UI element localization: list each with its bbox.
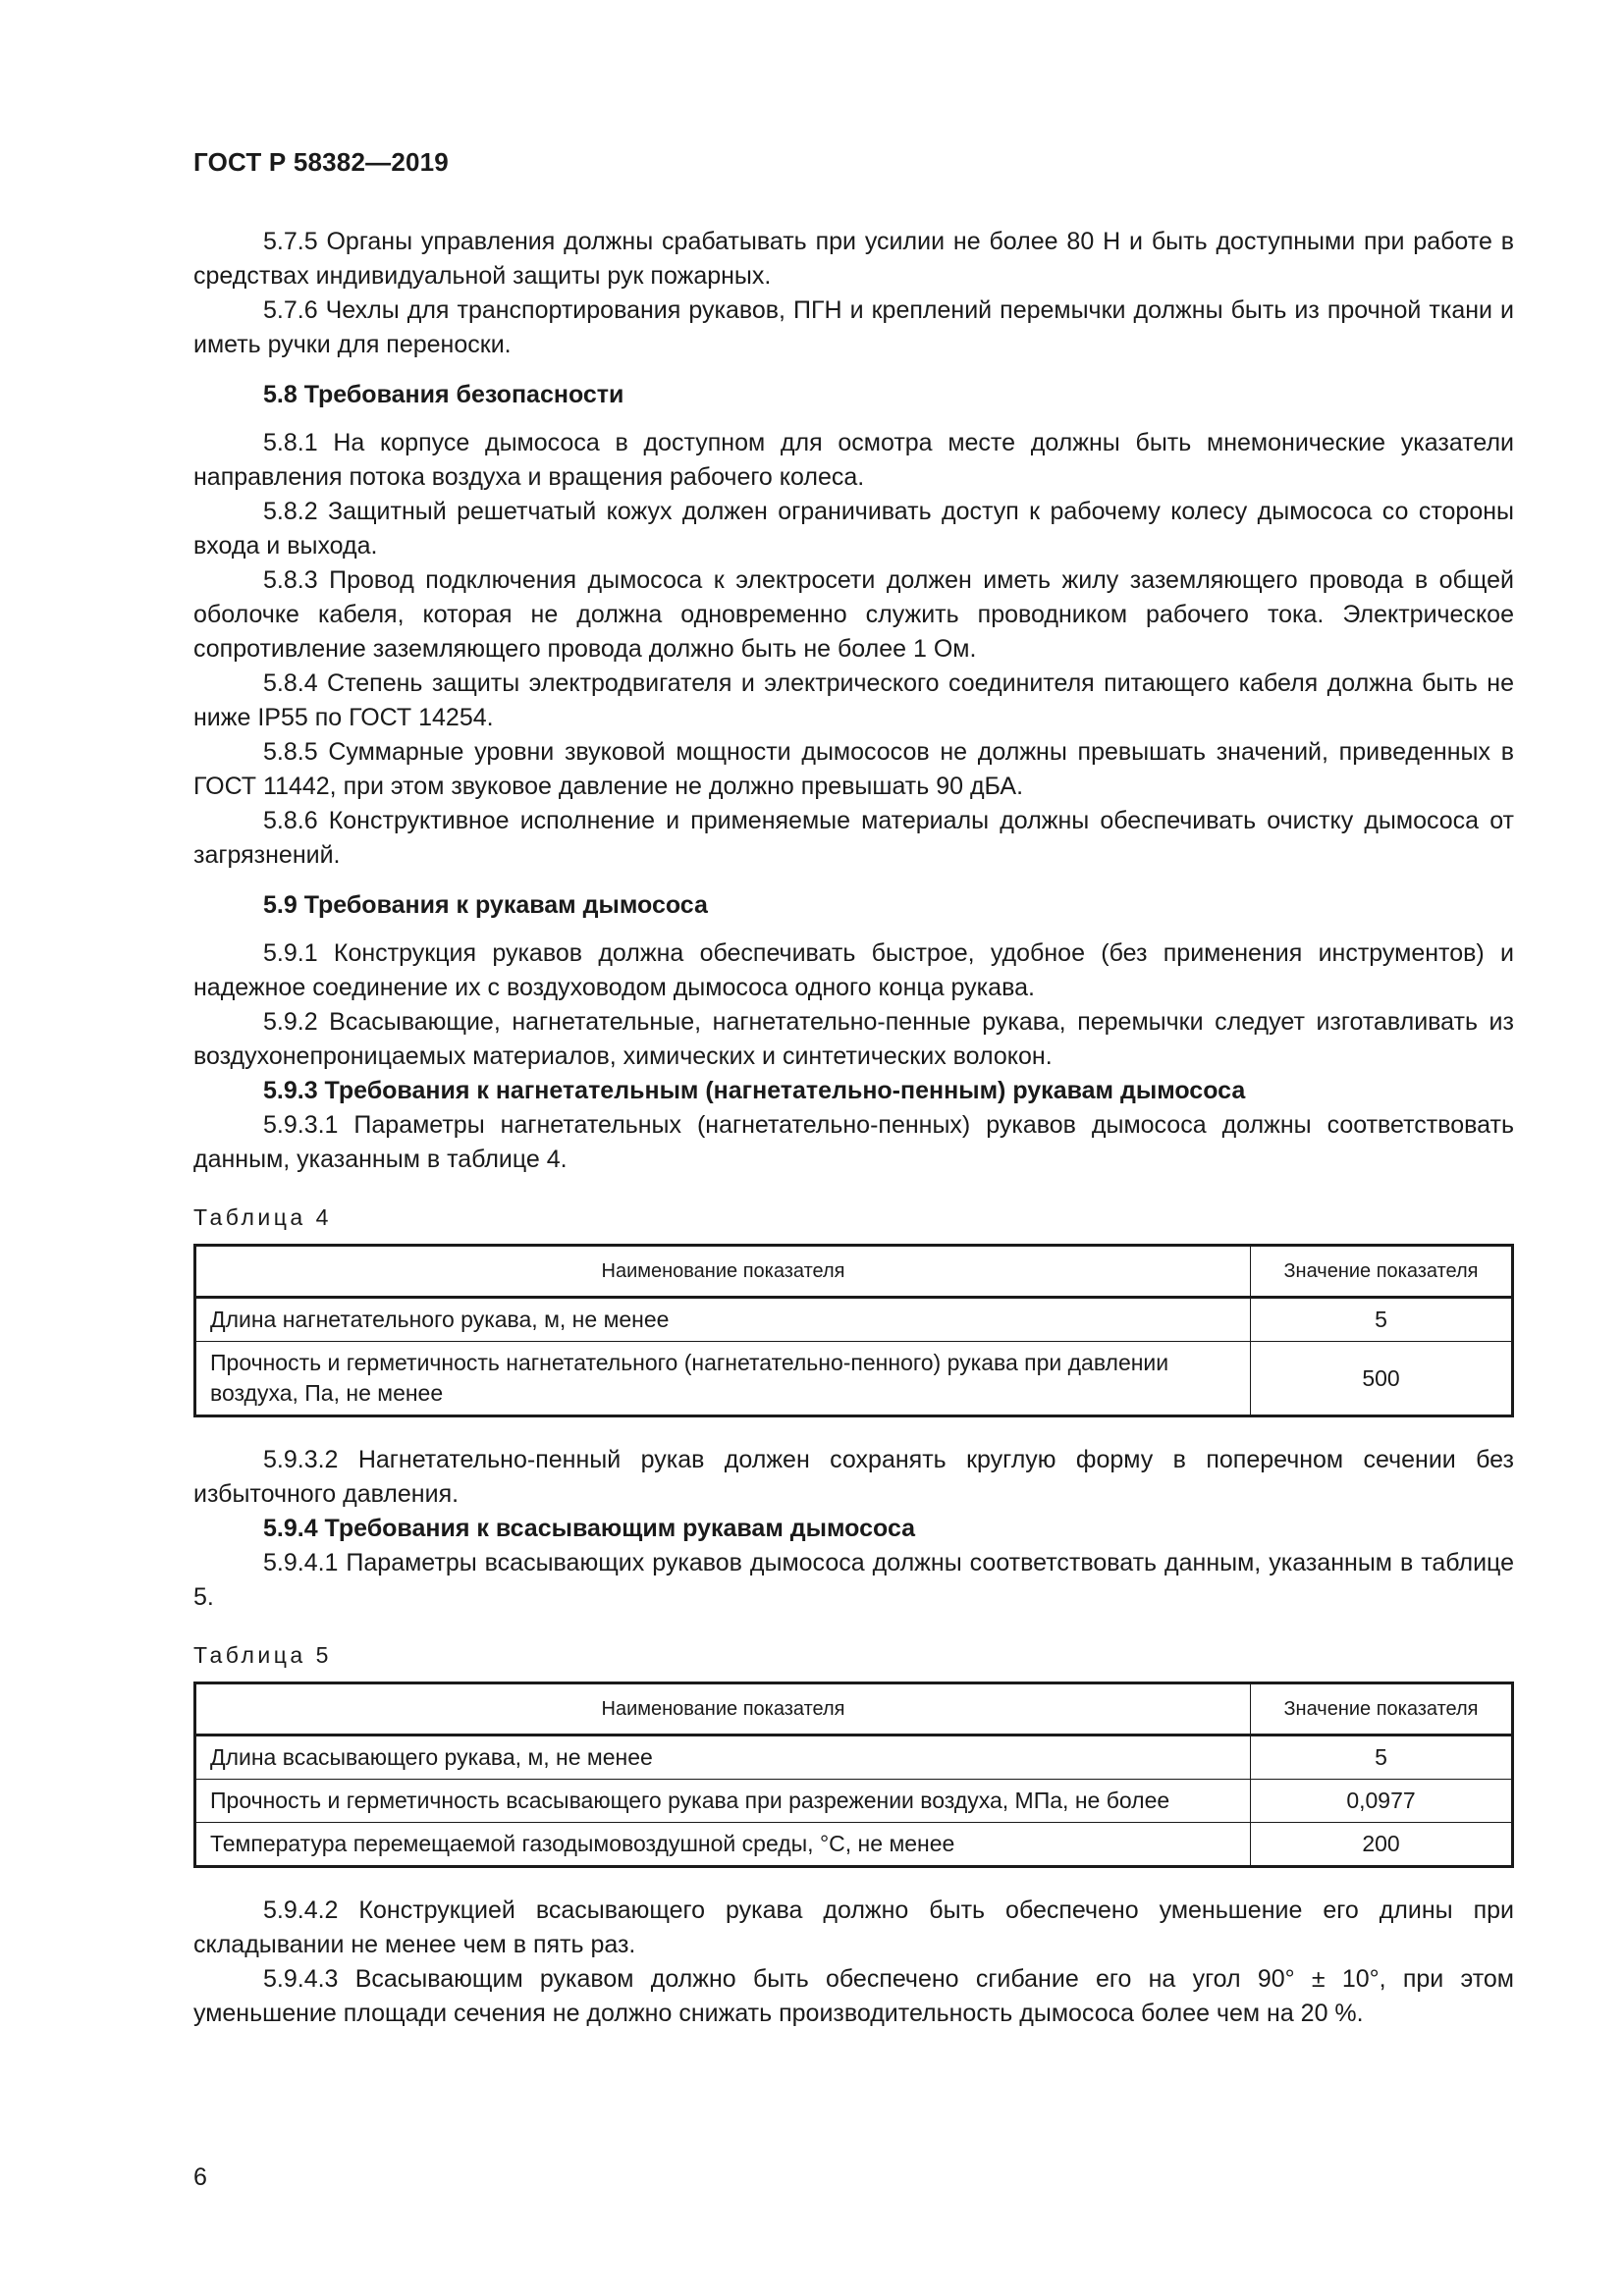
paragraph-5-8-1: 5.8.1 На корпусе дымососа в доступном для осмотра месте должны быть мнемонические указатели направления потока воздуха и вращения рабочего колеса. <box>193 429 1514 491</box>
paragraph-5-9-4-2: 5.9.4.2 Конструкцией всасывающего рукава должно быть обеспечено уменьшение его длины при складывании не менее чем в пять раз. <box>193 1896 1514 1958</box>
table-row <box>195 1342 1513 1416</box>
section-heading-5-8: 5.8 Требования безопасности <box>263 381 624 408</box>
paragraph-5-8-2: 5.8.2 Защитный решетчатый кожух должен ограничивать доступ к рабочему колесу дымососа со стороны входа и выхода. <box>193 498 1514 560</box>
subsection-heading-5-9-3: 5.9.3 Требования к нагнетательным (нагнетательно-пенным) рукавам дымососа <box>263 1077 1246 1104</box>
section-heading-5-9: 5.9 Требования к рукавам дымососа <box>263 891 708 919</box>
paragraph-5-8-5: 5.8.5 Суммарные уровни звуковой мощности дымососов не должны превышать значений, приведенных в ГОСТ 11442, при этом звуковое давление не должно превышать 90 дБА. <box>193 738 1514 800</box>
table-cell-value: 500 <box>1251 1342 1513 1416</box>
paragraph-5-8-6: 5.8.6 Конструктивное исполнение и применяемые материалы должны обеспечивать очистку дымососа от загрязнений. <box>193 807 1514 869</box>
table-4 <box>193 1244 1514 1417</box>
table-cell-name: Длина нагнетательного рукава, м, не менее <box>195 1298 1251 1342</box>
table-header-row <box>195 1246 1513 1298</box>
table-row <box>195 1298 1513 1342</box>
column-header-name: Наименование показателя <box>195 1683 1251 1735</box>
column-header-value: Значение показателя <box>1251 1683 1513 1735</box>
paragraph-5-9-1: 5.9.1 Конструкция рукавов должна обеспечивать быстрое, удобное (без применения инструментов) и надежное соединение их с воздуховодом дымососа одного конца рукава. <box>193 939 1514 1001</box>
paragraph-5-9-4-1: 5.9.4.1 Параметры всасывающих рукавов дымососа должны соответствовать данным, указанным в таблице 5. <box>193 1549 1514 1611</box>
paragraph-5-7-5: 5.7.5 Органы управления должны срабатывать при усилии не более 80 Н и быть доступными при работе в средствах индивидуальной защиты рук пожарных. <box>193 228 1514 290</box>
table-cell-value: 0,0977 <box>1251 1780 1513 1823</box>
document-code-header: ГОСТ Р 58382—2019 <box>193 147 449 177</box>
column-header-name: Наименование показателя <box>195 1246 1251 1298</box>
table-cell-name: Температура перемещаемой газодымовоздушной среды, °С, не менее <box>195 1823 1251 1867</box>
table-cell-value: 5 <box>1251 1735 1513 1780</box>
table-row <box>195 1823 1513 1867</box>
table-4-caption: Таблица 4 <box>193 1204 332 1230</box>
paragraph-5-7-6: 5.7.6 Чехлы для транспортирования рукавов, ПГН и креплений перемычки должны быть из прочной ткани и иметь ручки для переноски. <box>193 296 1514 358</box>
table-cell-value: 5 <box>1251 1298 1513 1342</box>
paragraph-5-9-3-1: 5.9.3.1 Параметры нагнетательных (нагнетательно-пенных) рукавов дымососа должны соответствовать данным, указанным в таблице 4. <box>193 1111 1514 1173</box>
column-header-value: Значение показателя <box>1251 1246 1513 1298</box>
paragraph-5-9-2: 5.9.2 Всасывающие, нагнетательные, нагнетательно-пенные рукава, перемычки следует изготавливать из воздухонепроницаемых материалов, химических и синтетических волокон. <box>193 1008 1514 1070</box>
table-cell-name: Прочность и герметичность всасывающего рукава при разрежении воздуха, МПа, не более <box>195 1780 1251 1823</box>
document-page <box>193 147 1514 2031</box>
table-5-caption: Таблица 5 <box>193 1642 332 1668</box>
table-cell-value: 200 <box>1251 1823 1513 1867</box>
page-number: 6 <box>193 2163 207 2191</box>
table-row <box>195 1780 1513 1823</box>
paragraph-5-9-4-3: 5.9.4.3 Всасывающим рукавом должно быть обеспечено сгибание его на угол 90° ± 10°, при этом уменьшение площади сечения не должно снижать производительность дымососа более чем на 20 %. <box>193 1965 1514 2027</box>
table-row <box>195 1735 1513 1780</box>
table-cell-name: Длина всасывающего рукава, м, не менее <box>195 1735 1251 1780</box>
paragraph-5-9-3-2: 5.9.3.2 Нагнетательно-пенный рукав должен сохранять круглую форму в поперечном сечении без избыточного давления. <box>193 1446 1514 1508</box>
table-cell-name: Прочность и герметичность нагнетательного (нагнетательно-пенного) рукава при давлении воздуха, Па, не менее <box>195 1342 1251 1416</box>
paragraph-5-8-4: 5.8.4 Степень защиты электродвигателя и электрического соединителя питающего кабеля должна быть не ниже IP55 по ГОСТ 14254. <box>193 669 1514 731</box>
table-header-row <box>195 1683 1513 1735</box>
paragraph-5-8-3: 5.8.3 Провод подключения дымососа к электросети должен иметь жилу заземляющего провода в общей оболочке кабеля, которая не должна одновременно служить проводником рабочего тока. Электрическое сопротивление заземляющего провода должно быть не более 1 Ом. <box>193 566 1514 663</box>
subsection-heading-5-9-4: 5.9.4 Требования к всасывающим рукавам дымососа <box>263 1515 916 1542</box>
table-5 <box>193 1682 1514 1868</box>
